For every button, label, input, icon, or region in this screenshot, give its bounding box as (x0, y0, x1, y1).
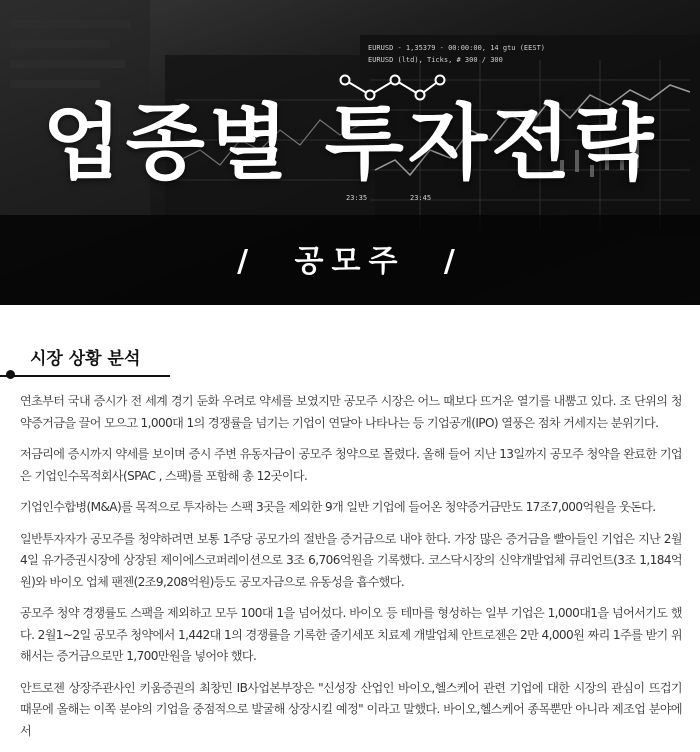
paragraph: 공모주 청약 경쟁률도 스팩을 제외하고 모두 100대 1을 넘어섰다. 바이오 등 테마를 형성하는 일부 기업은 1,000대1을 넘어서기도 했다. 2월1~2일 공모주 청약에서 1,442대 1의 경쟁률을 기록한 줄기세포 치료제 개발업체 안트로젠은 2만 4,000원 짜리 1주를 받기 위해서는 증거금으로만 1,700만원을 넣어야 했다. (20, 606, 682, 663)
banner-subtitle: / 공모주 / (237, 244, 463, 279)
section-heading (0, 340, 170, 378)
section-heading-text: 시장 상황 분석 (30, 349, 141, 369)
chart-time-label: 23:35 (346, 194, 368, 202)
paragraph: 일반투자자가 공모주를 청약하려면 보통 1주당 공모가의 절반을 증거금으로 내야 한다. 가장 많은 증거금을 빨아들인 기업은 지난 2월 4일 유가증권시장에 상장된 제이에스코퍼레이션으로 3조 6,706억원을 기록했다. 코스닥시장의 신약개발업체 큐리언트(3조 1,184억원)와 바이오 업체 팬젠(2조9,208억원)등도 공모자금으로 유동성을 흡수했다. (20, 531, 682, 589)
banner-title: 업종별 투자전략 (42, 96, 658, 191)
paragraph: 기업인수합병(M&A)를 목적으로 투자하는 스팩 3곳을 제외한 9개 일반 기업에 들어온 청약증거금만도 17조7,000억원을 웃돈다. (20, 500, 656, 514)
hero-banner (0, 0, 700, 305)
chart-header-text: EURUSD - 1,35379 - 00:00:00, 14 gtu (EEST) (368, 44, 546, 52)
chart-time-label: 23:45 (410, 194, 432, 202)
paragraph: 저금리에 증시까지 약세를 보이며 증시 주변 유동자금이 공모주 청약으로 몰렸다. 올해 들어 지난 13일까지 공모주 청약을 완료한 기업은 기업인수목적회사(SPAC , 스팩)를 포함해 총 12곳이다. (20, 447, 682, 483)
paragraph: 연초부터 국내 증시가 전 세계 경기 둔화 우려로 약세를 보였지만 공모주 시장은 어느 때보다 뜨거운 열기를 내뿜고 있다. 조 단위의 청약증거금을 끌어 모으고 1,000대 1의 경쟁률을 넘기는 기업이 연달아 나타나는 등 기업공개(IPO) 열풍은 점차 거세지는 분위기다. (20, 394, 682, 430)
bullet-dot-icon (6, 370, 15, 379)
paragraph: 안트로젠 상장주관사인 키움증권의 최창민 IB사업본부장은 "신성장 산업인 바이오,헬스케어 관련 기업에 대한 시장의 관심이 뜨겁기 때문에 올해는 이쪽 분야의 기업을 중점적으로 발굴해 상장시킬 예정" 이라고 말했다. 바이오,헬스케어 종목뿐만 아니라 제조업 분야에서 (20, 680, 682, 738)
chart-subheader-text: EURUSD (ltd), Ticks, # 300 / 300 (368, 56, 503, 64)
article-body (20, 391, 682, 752)
section-underline (0, 375, 170, 377)
